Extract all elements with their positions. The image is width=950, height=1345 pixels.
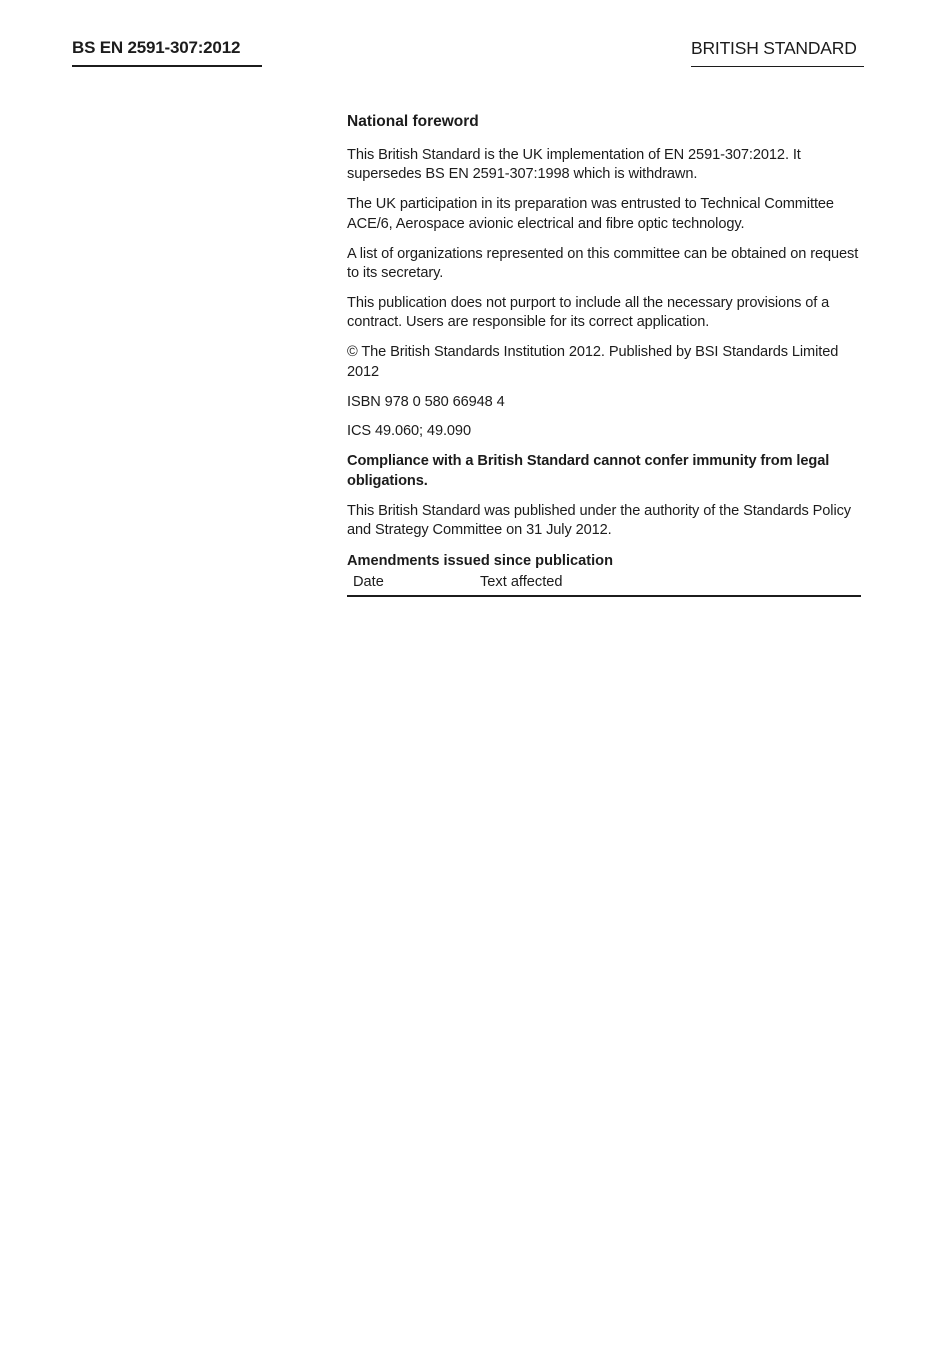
british-standard-heading: BRITISH STANDARD <box>691 38 864 67</box>
paragraph-implementation: This British Standard is the UK implementation of EN 2591-307:2012. It supersedes BS EN 2591-307:1998 which is withdrawn. <box>347 147 801 183</box>
paragraph-compliance-notice: Compliance with a British Standard cannot confer immunity from legal obligations. <box>347 453 830 489</box>
national-foreword-heading: National foreword <box>347 113 479 130</box>
paragraph-ics: ICS 49.060; 49.090 <box>347 423 471 440</box>
amendments-heading: Amendments issued since publication <box>347 552 613 569</box>
amendments-column-date: Date <box>353 573 384 590</box>
standard-number-heading: BS EN 2591-307:2012 <box>72 38 262 67</box>
paragraph-contract-disclaimer: This publication does not purport to include all the necessary provisions of a contract. Users are responsible for its correct application. <box>347 294 830 331</box>
paragraph-publication-authority: This British Standard was published under the authority of the Standards Policy and Strategy Committee on 31 July 2012. <box>347 502 851 539</box>
paragraph-uk-participation: The UK participation in its preparation was entrusted to Technical Committee ACE/6, Aerospace avionic electrical and fibre optic technology. <box>347 196 834 232</box>
amendments-header-row <box>347 574 861 597</box>
amendments-column-text-affected: Text affected <box>480 573 563 590</box>
page-header <box>72 38 864 67</box>
paragraph-copyright: © The British Standards Institution 2012. Published by BSI Standards Limited 2012 <box>347 344 839 380</box>
paragraph-organizations-list: A list of organizations represented on this committee can be obtained on request to its secretary. <box>347 245 859 282</box>
paragraph-isbn: ISBN 978 0 580 66948 4 <box>347 393 505 410</box>
amendments-table <box>347 574 861 597</box>
foreword-section <box>347 113 861 597</box>
